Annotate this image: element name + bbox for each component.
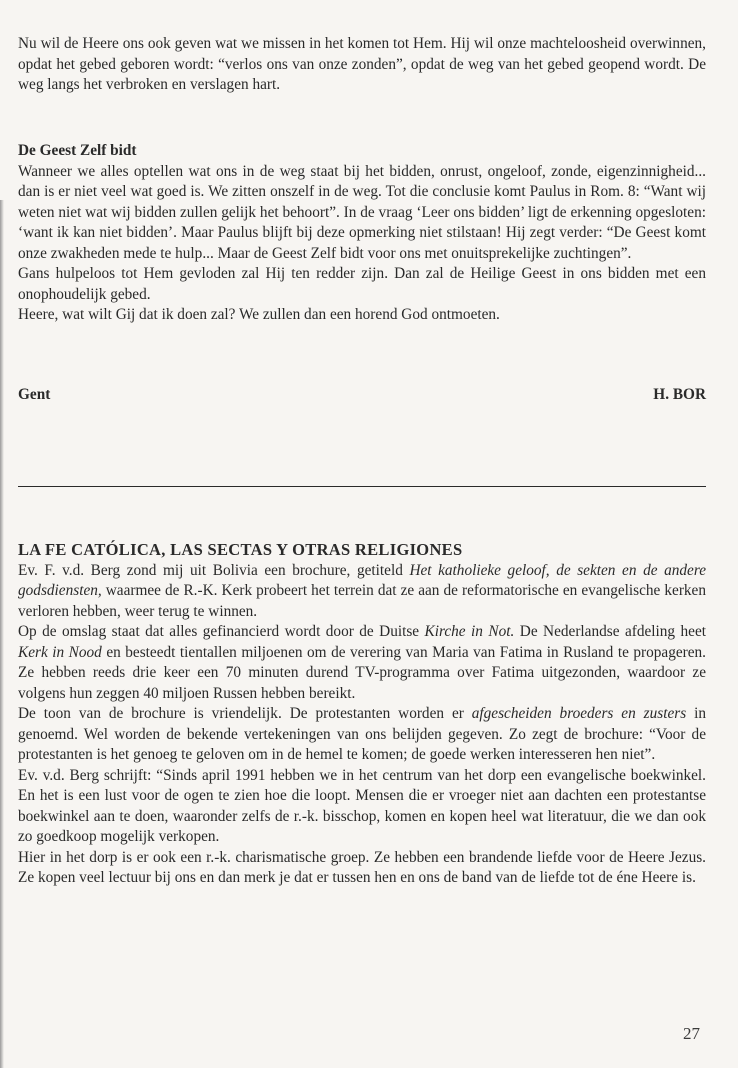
organisation-name: Kerk in Nood	[18, 643, 102, 661]
organisation-name: Kirche in Not.	[424, 623, 515, 640]
paragraph: Ev. F. v.d. Berg zond mij uit Bolivia een brochure, getiteld Het katholieke geloof, de sekten en de andere godsdiensten, waarmee de R.-K. Kerk probeert het terrein dat ze aan de reformatorische en evangelische kerken verloren hebben, weer terug te winnen.	[18, 561, 707, 620]
paragraph: Ev. v.d. Berg schrijft: “Sinds april 1991 hebben we in het centrum van het dorp een evangelische boekwinkel. En het is een lust voor de ogen te zien hoe die loopt. Mensen die er vroeger niet aan dachten een protestantse boekwinkel aan te doen, waaronder zelfs de r.-k. bisschop, komen en kopen heel wat literatuur, die we dan ook zo goedkoop mogelijk verkopen.	[18, 766, 706, 845]
section-geest-zelf-bidt	[18, 141, 706, 326]
section-heading: De Geest Zelf bidt	[18, 142, 137, 159]
page-edge-shadow	[0, 200, 4, 1068]
section-divider	[18, 486, 706, 487]
brochure-title: Het katholieke geloof, de sekten en de andere godsdiensten,	[18, 561, 707, 599]
section-heading: LA FE CATÓLICA, LAS SECTAS Y OTRAS RELIGIONES	[18, 540, 463, 559]
paragraph: De toon van de brochure is vriendelijk. De protestanten worden er afgescheiden broeders en zusters in genoemd. Wel worden de bekende vertekeningen van ons belijden gegeven. Zo zegt de brochure: “Voor de protestanten is het genoeg te geloven om in de hemel te komen; de goede werken interesseren hen niet”.	[18, 705, 706, 763]
signature-line	[18, 386, 706, 404]
paragraph: Heere, wat wilt Gij dat ik doen zal? We zullen dan een horend God ontmoeten.	[18, 306, 500, 323]
signature-place: Gent	[18, 386, 51, 403]
section-la-fe-catolica	[18, 540, 706, 889]
signature-author: H. BOR	[653, 386, 706, 403]
intro-block	[18, 34, 706, 96]
quoted-phrase: afgescheiden broeders en zusters	[471, 705, 687, 722]
paragraph: Op de omslag staat dat alles gefinancierd wordt door de Duitse Kirche in Not. De Nederlandse afdeling heet Kerk in Nood en besteedt tientallen miljoenen om de verering van Maria van Fatima in Rusland te propageren. Ze hebben reeds drie keer een 70 minuten durend TV-programma over Fatima uitgezonden, waardoor ze volgens hun zeggen 40 miljoen Russen hebben bereikt.	[18, 623, 706, 702]
page-number: 27	[683, 1024, 700, 1043]
paragraph: Gans hulpeloos tot Hem gevloden zal Hij ten redder zijn. Dan zal de Heilige Geest in ons bidden met een onophoudelijk gebed.	[18, 265, 706, 303]
paragraph: Hier in het dorp is er ook een r.-k. charismatische groep. Ze hebben een brandende liefde voor de Heere Jezus. Ze kopen veel lectuur bij ons en dan merk je dat er tussen hen en ons de band van de liefde tot de éne Heere is.	[18, 848, 706, 886]
intro-paragraph: Nu wil de Heere ons ook geven wat we missen in het komen tot Hem. Hij wil onze machteloosheid overwinnen, opdat het gebed geboren wordt: “verlos ons van onze zonden”, opdat de weg van het gebed geopend wordt. De weg langs het verbroken en verslagen hart.	[18, 35, 706, 93]
paragraph: Wanneer we alles optellen wat ons in de weg staat bij het bidden, onrust, ongeloof, zonde, eigenzinnigheid... dan is er niet veel wat goed is. We zitten onszelf in de weg. Tot die conclusie komt Paulus in Rom. 8: “Want wij weten niet wat wij bidden zullen gelijk het behoort”. In de vraag ‘Leer ons bidden’ ligt de erkenning opgesloten: ‘want ik kan niet bidden’. Maar Paulus blijft bij deze opmerking niet stilstaan! Hij zegt verder: “De Geest komt onze zwakheden mede te hulp... Maar de Geest Zelf bidt voor ons met onuitsprekelijke zuchtingen”.	[18, 162, 706, 262]
